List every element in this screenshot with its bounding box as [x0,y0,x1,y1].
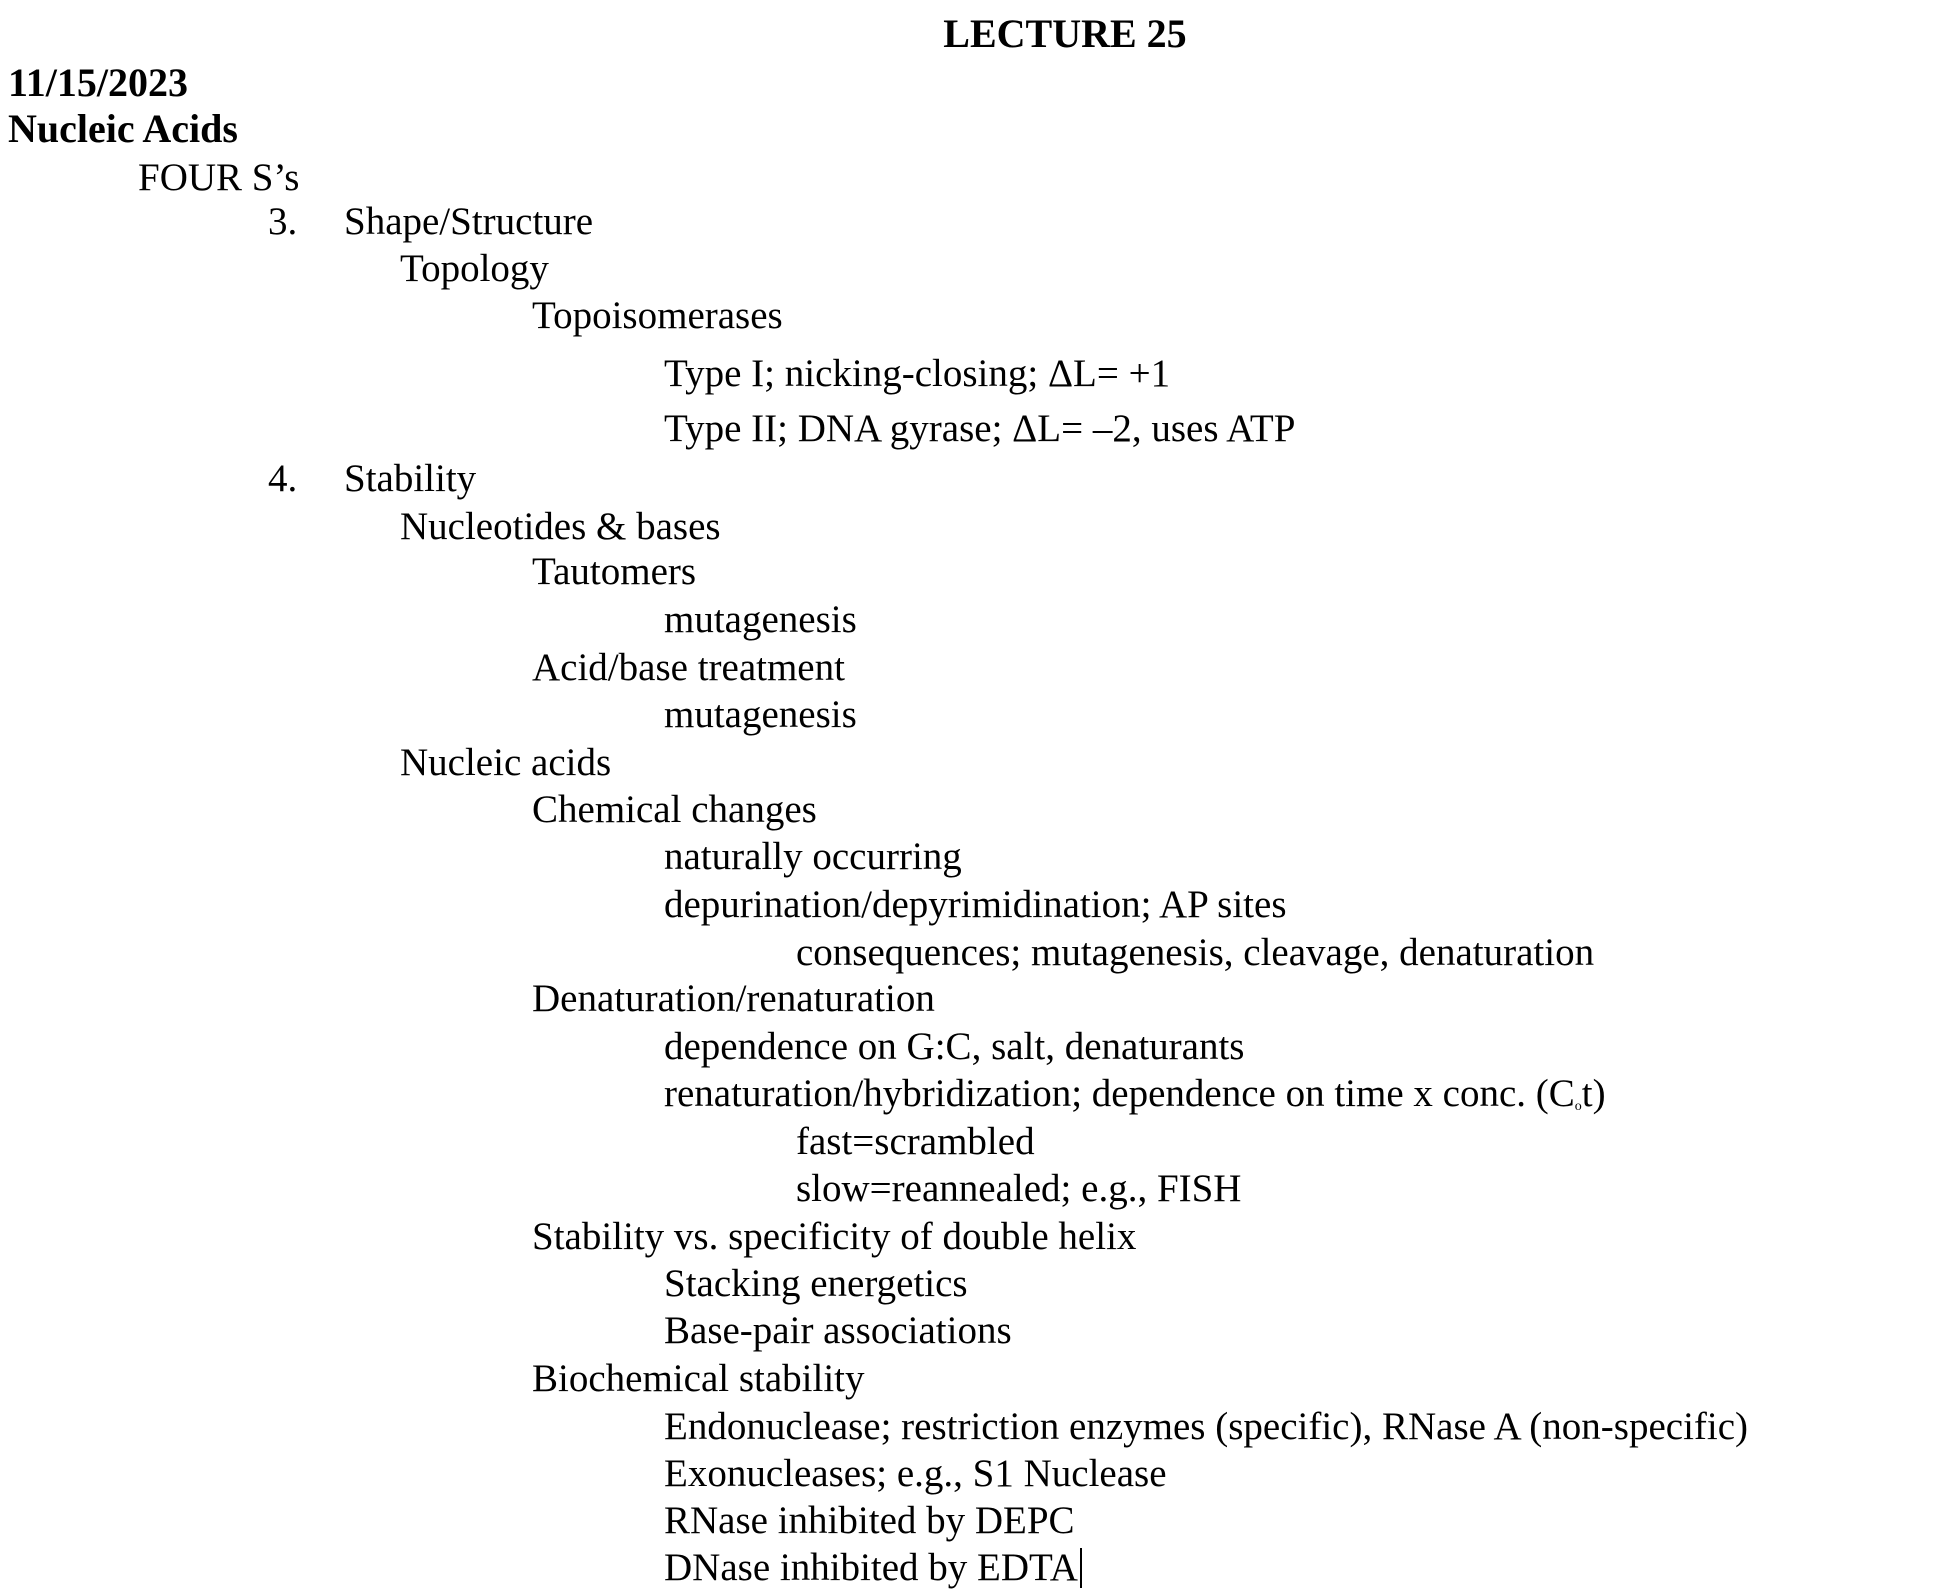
outline-dependence-gc: dependence on G:C, salt, denaturants [664,1025,1245,1068]
outline-number: 4. [268,457,298,500]
outline-endonuclease: Endonuclease; restriction enzymes (specific), RNase A (non-specific) [664,1405,1749,1448]
outline-item-4 [268,456,476,502]
outline-biochemical-stability: Biochemical stability [532,1357,865,1400]
outline-consequences: consequences; mutagenesis, cleavage, denaturation [796,931,1595,974]
outline-slow-reannealed: slow=reannealed; e.g., FISH [796,1167,1242,1210]
outline-number: 3. [268,200,298,243]
outline-nucleotides-bases: Nucleotides & bases [400,505,721,548]
text-cursor [1080,1548,1082,1588]
outline-item-3 [268,199,593,245]
outline-text: DNase inhibited by EDTA [664,1546,1078,1589]
outline-text: Shape/Structure [344,200,594,243]
outline-topology: Topology [400,247,549,290]
outline-text: t) [1581,1072,1606,1115]
outline-exonucleases: Exonucleases; e.g., S1 Nuclease [664,1452,1167,1495]
outline-acid-base-treatment: Acid/base treatment [532,646,845,689]
lecture-title: LECTURE 25 [943,11,1187,56]
outline-tautomers: Tautomers [532,550,697,593]
outline-naturally-occurring: naturally occurring [664,835,962,878]
outline-stability-specificity: Stability vs. specificity of double helix [532,1215,1137,1258]
outline-mutagenesis: mutagenesis [664,598,857,641]
outline-denaturation-renaturation: Denaturation/renaturation [532,977,935,1020]
outline-nucleic-acids: Nucleic acids [400,741,612,784]
outline-topoisomerases: Topoisomerases [532,294,783,337]
subscript-o: o [1574,1099,1582,1114]
outline-dnase-edta[interactable] [664,1545,1082,1591]
outline-base-pair-associations: Base-pair associations [664,1309,1012,1352]
outline-depurination: depurination/depyrimidination; AP sites [664,883,1287,926]
outline-stacking-energetics: Stacking energetics [664,1262,968,1305]
outline-four-s: FOUR S’s [138,156,300,199]
outline-fast-scrambled: fast=scrambled [796,1120,1035,1163]
outline-mutagenesis: mutagenesis [664,693,857,736]
outline-type-i: Type I; nicking-closing; ΔL= +1 [664,352,1171,395]
outline-type-ii: Type II; DNA gyrase; ΔL= –2, uses ATP [664,407,1296,450]
outline-chemical-changes: Chemical changes [532,788,817,831]
outline-rnase-depc: RNase inhibited by DEPC [664,1499,1075,1542]
lecture-topic: Nucleic Acids [8,106,238,151]
outline-text: renaturation/hybridization; dependence on time x conc. (C [664,1072,1575,1115]
outline-text: Stability [344,457,477,500]
lecture-date: 11/15/2023 [8,60,189,105]
